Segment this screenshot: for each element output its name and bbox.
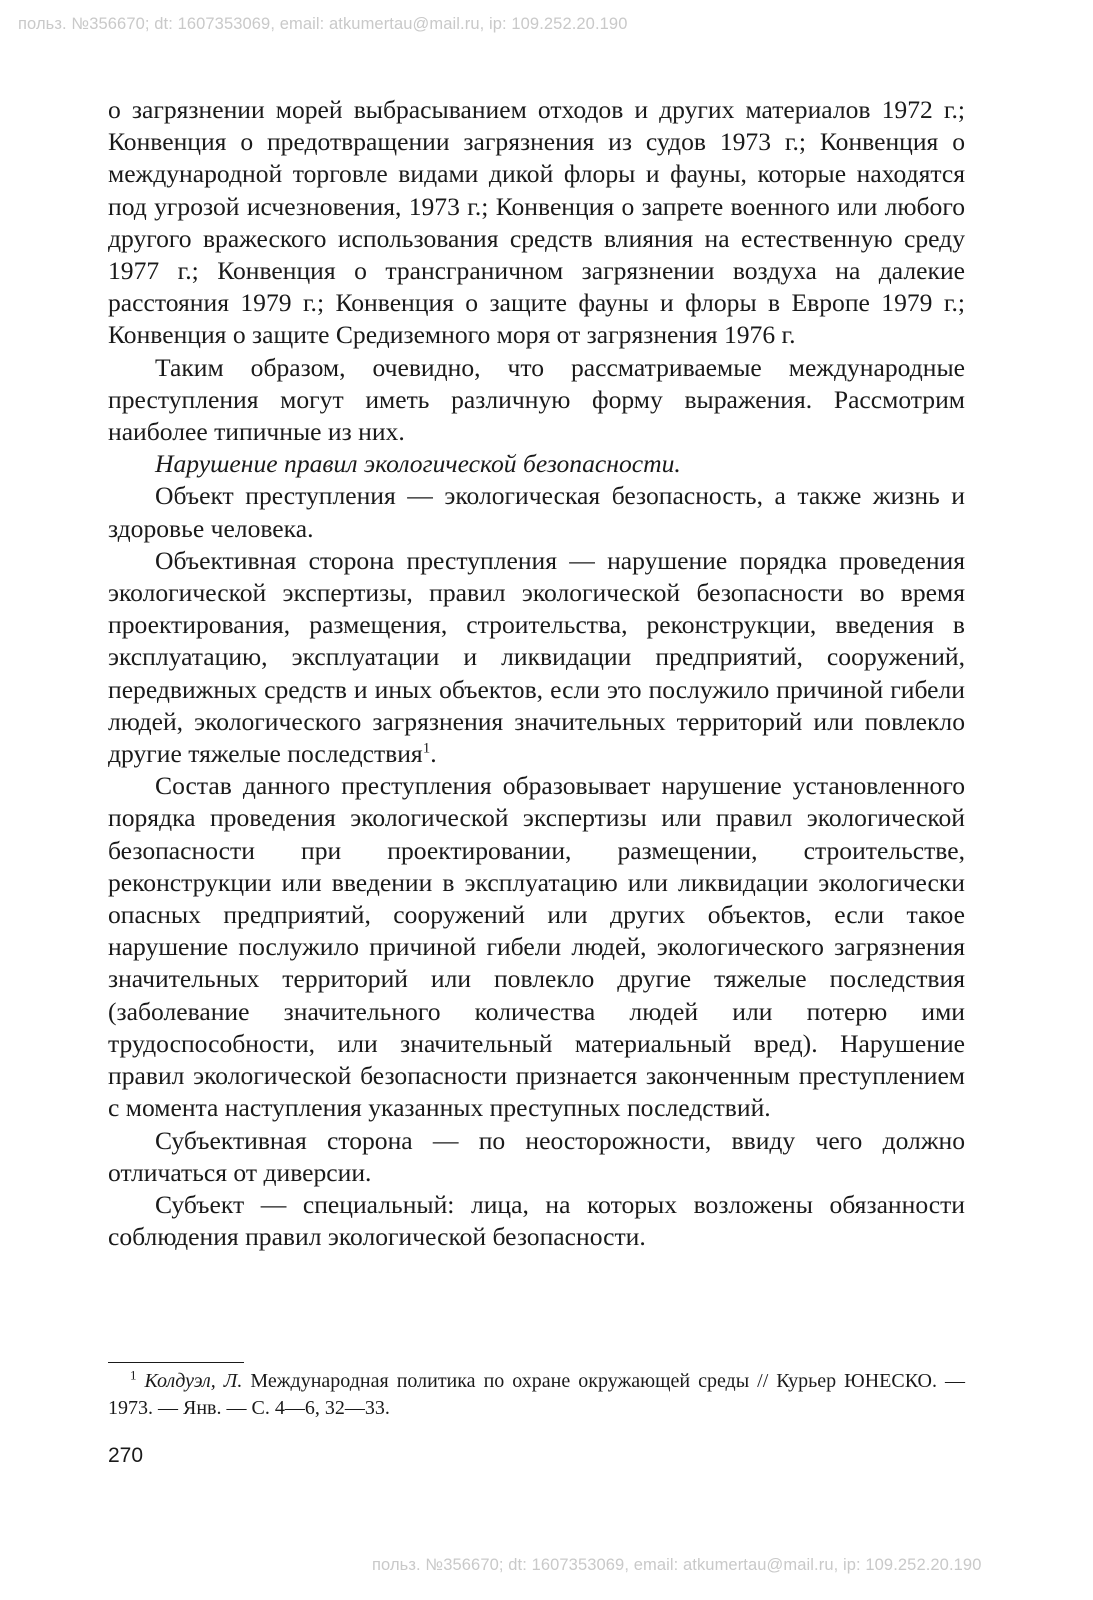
footnote-marker: 1 [130, 1367, 137, 1383]
watermark-top: польз. №356670; dt: 1607353069, email: atkumertau@mail.ru, ip: 109.252.20.190 [18, 15, 628, 33]
paragraph-subjective-side: Субъективная сторона — по неосторожности, ввиду чего должно отличаться от диверсии. [108, 1125, 965, 1187]
watermark-bottom: польз. №356670; dt: 1607353069, email: atkumertau@mail.ru, ip: 109.252.20.190 [372, 1556, 982, 1574]
section-heading: Нарушение правил экологической безопасности. [155, 449, 681, 479]
footnote-divider [108, 1362, 244, 1363]
main-text [108, 94, 965, 1253]
paragraph-conventions: о загрязнении морей выбрасыванием отходов и других материалов 1972 г.; Конвенция о предотвращении загрязнения из судов 1973 г.; Конвенция о международной торговле видами дикой флоры и фауны, которые находятся под угрозой исчезновения, 1973 г.; Конвенция о запрете военного или любого другого вражеского использования средств влияния на естественную среду 1977 г.; Конвенция о трансграничном загрязнении воздуха на далекие расстояния 1979 г.; Конвенция о защите фауны и флоры в Европе 1979 г.; Конвенция о защите Средиземного моря от загрязнения 1976 г. [108, 95, 965, 350]
page-number: 270 [108, 1444, 144, 1467]
paragraph-composition: Состав данного преступления образовывает нарушение установленного порядка проведения экологической экспертизы или правил экологической безопасности при проектировании, размещении, строительстве, реконструкции или введении в эксплуатацию или ликвидации экологически опасных предприятий, сооружений или других объектов, если такое нарушение послужило причиной гибели людей, экологического загрязнения значительных территорий или повлекло другие тяжелые последствия (заболевание значительного количества людей или потерю ими трудоспособности, или значительный материальный вред). Нарушение правил экологической безопасности признается законченным преступлением с момента наступления указанных преступных последствий. [108, 771, 965, 1123]
paragraph-summary: Таким образом, очевидно, что рассматриваемые международные преступления могут иметь различную форму выражения. Рассмотрим наиболее типичные из них. [108, 352, 965, 447]
footnote-author: Колдуэл, Л. [144, 1370, 243, 1392]
paragraph-objective-side-end: . [430, 739, 437, 769]
footnote-text: Международная политика по охране окружающей среды // Курьер ЮНЕСКО. — 1973. — Янв. — С. 4—6, 32—33. [108, 1370, 966, 1419]
paragraph-objective-side [108, 545, 965, 770]
footnote [108, 1368, 965, 1422]
paragraph-subject: Субъект — специальный: лица, на которых возложены обязанности соблюдения правил экологической безопасности. [108, 1189, 965, 1252]
footnote-reference: 1 [422, 740, 431, 757]
paragraph-objective-side-text: Объективная сторона преступления — нарушение порядка проведения экологической экспертизы, правил экологической безопасности во время проектирования, размещения, строительства, реконструкции, введения в эксплуатацию, эксплуатации и ликвидации предприятий, сооружений, передвижных средств и иных объектов, если это послужило причиной гибели людей, экологического загрязнения значительных территорий или повлекло другие тяжелые последствия [108, 545, 965, 769]
paragraph-object: Объект преступления — экологическая безопасность, а также жизнь и здоровье человека. [108, 481, 965, 543]
